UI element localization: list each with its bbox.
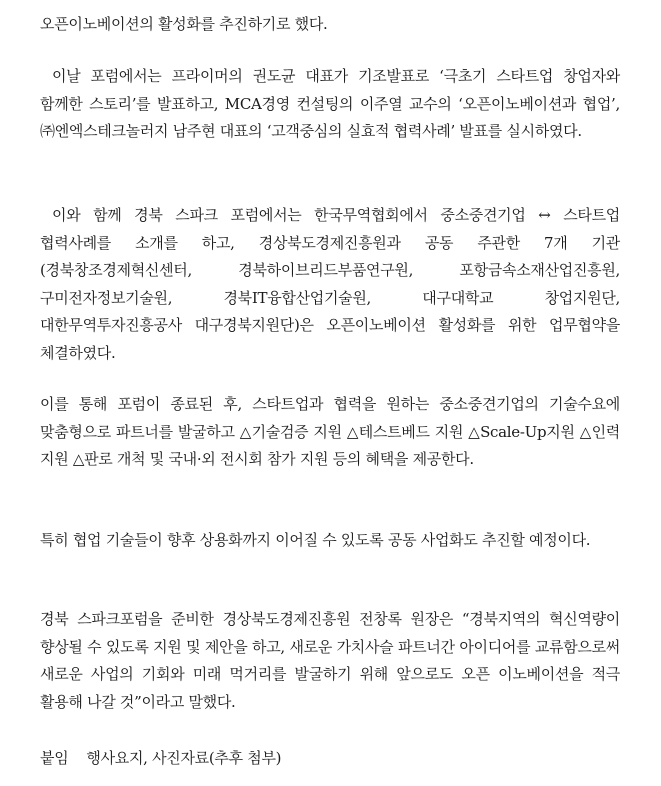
paragraph-commercialization: 특히 협업 기술들이 향후 상용화까지 이어질 수 있도록 공동 사업화도 추진할 예정이다. [40,531,591,549]
paragraph-support: 이를 통해 포럼이 종료된 후, 스타트업과 협력을 원하는 중소중견기업의 기술수요에 맞춤형으로 파트너를 발굴하고 △기술검증 지원 △테스트베드 지원 △Scale-Up지원 △인력 지원 △판로 개척 및 국내·외 전시회 참가 지원 등의 혜택을 제공한다. [40,395,620,468]
paragraph-mou: 이와 함께 경북 스파크 포럼에서는 한국무역협회에서 중소중견기업 ↔ 스타트업 협력사례를 소개를 하고, 경상북도경제진흥원과 공동 주관한 7개 기관(경북창조경제혁신센터, 경북하이브리드부품연구원, 포항금속소재산업진흥원, 구미전자정보기술원, 경북IT융합산업기술원, 대구대학교 창업지원단, 대한무역투자진흥공사 대구경북지원단)은 오픈이노베이션 활성화를 위한 업무협약을 체결하였다. [40,206,620,362]
paragraph-keynote: 이날 포럼에서는 프라이머의 권도균 대표가 기조발표로 ‘극초기 스타트업 창업자와 함께한 스토리’를 발표하고, MCA경영 컨설팅의 이주열 교수의 ‘오픈이노베이션과 협업’, ㈜엔엑스테크놀러지 남주현 대표의 ‘고객중심의 실효적 협력사례’ 발표를 실시하였다. [40,67,620,140]
attachment-text: 행사요지, 사진자료(추후 첨부) [86,749,282,767]
attachment-label: 붙임 [40,749,69,767]
paragraph-quote: 경북 스파크포럼을 준비한 경상북도경제진흥원 전창록 원장은 “경북지역의 혁신역량이 향상될 수 있도록 지원 및 제안을 하고, 새로운 가치사슬 파트너간 아이디어를 교류함으로써 새로운 사업의 기회와 미래 먹거리를 발굴하기 위해 앞으로도 오픈 이노베이션을 적극 활용해 나갈 것”이라고 말했다. [40,610,620,711]
paragraph-intro-closing: 오픈이노베이션의 활성화를 추진하기로 했다. [40,15,328,33]
attachment-line [40,745,620,773]
